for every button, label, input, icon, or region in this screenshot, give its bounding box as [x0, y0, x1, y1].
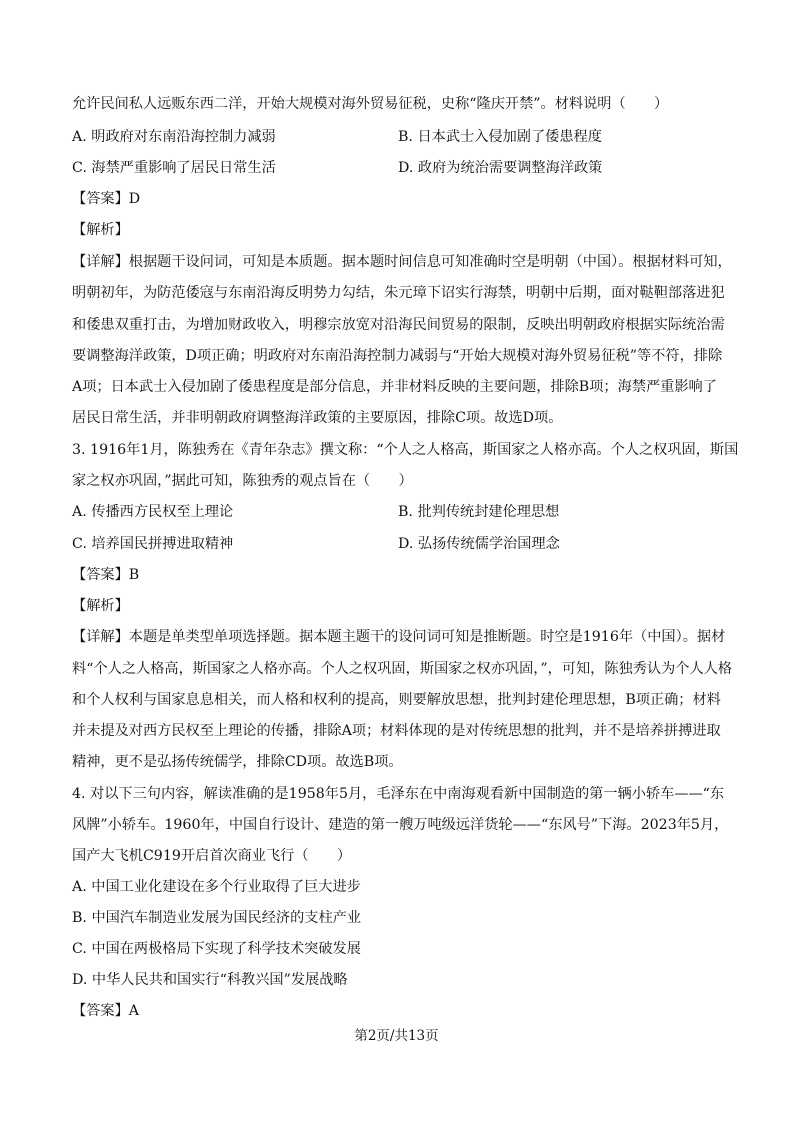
q3-options-row-1: [72, 502, 727, 522]
q3-option-a[interactable]: A. 传播西方民权至上理论: [72, 504, 234, 520]
q3-option-c[interactable]: C. 培养国民拼搏进取精神: [72, 536, 234, 552]
q2-detail-line: 要调整海洋政策，D项正确；明政府对东南沿海控制力减弱与“开始大规模对海外贸易征税”等不符，排除: [72, 348, 723, 364]
q2-answer: 【答案】D: [72, 191, 141, 207]
q3-options-row-2: [72, 534, 727, 554]
q4-option-d[interactable]: D. 中华人民共和国实行“科教兴国”发展战略: [72, 972, 348, 988]
q2-option-b[interactable]: B. 日本武士入侵加剧了倭患程度: [398, 129, 602, 145]
q4-stem-line: 4. 对以下三句内容，解读准确的是1958年5月，毛泽东在中南海观看新中国制造的第一辆小轿车——“东: [72, 786, 725, 802]
q4-answer: 【答案】A: [72, 1003, 139, 1019]
q3-stem-line: 家之权亦巩固，”据此可知，陈独秀的观点旨在（ ）: [72, 473, 413, 489]
q2-analysis-heading: 【解析】: [72, 222, 129, 238]
q2-options-row-1: [72, 127, 727, 147]
q2-detail-line: 明朝初年，为防范倭寇与东南沿海反明势力勾结，朱元璋下诏实行海禁，明朝中后期，面对鞑靼部落进犯: [72, 285, 725, 301]
q3-detail-line: 并未提及对西方民权至上理论的传播，排除A项；材料体现的是对传统思想的批判，并不是培养拼搏进取: [72, 723, 721, 739]
q4-option-b[interactable]: B. 中国汽车制造业发展为国民经济的支柱产业: [72, 910, 362, 926]
q2-option-c[interactable]: C. 海禁严重影响了居民日常生活: [72, 160, 276, 176]
q2-stem-tail: 允许民间私人远贩东西二洋，开始大规模对海外贸易征税，史称“隆庆开禁”。材料说明（ ）: [72, 96, 669, 112]
q3-answer: 【答案】B: [72, 567, 140, 583]
q4-stem-line: 风牌”小轿车。1960年，中国自行设计、建造的第一艘万吨级远洋货轮——“东风号”下海。2023年5月，: [72, 817, 729, 833]
q2-detail-line: 【详解】根据题干设问词，可知是本质题。据本题时间信息可知准确时空是明朝（中国）。根据材料可知，: [72, 254, 732, 270]
q3-detail-line: 精神，更不是弘扬传统儒学，排除CD项。故选B项。: [72, 754, 403, 770]
q3-analysis-heading: 【解析】: [72, 598, 129, 614]
q3-detail-line: 【详解】本题是单类型单项选择题。据本题主题干的设问词可知是推断题。时空是1916年（中国）。据材: [72, 629, 726, 645]
q2-option-a[interactable]: A. 明政府对东南沿海控制力减弱: [72, 129, 276, 145]
q2-option-d[interactable]: D. 政府为统治需要调整海洋政策: [398, 160, 603, 176]
q3-detail-line: 料“个人之人格高，斯国家之人格亦高。个人之权巩固，斯国家之权亦巩固，”，可知，陈独秀认为个人人格: [72, 661, 733, 677]
q3-detail-line: 和个人权利与国家息息相关，而人格和权利的提高，则要解放思想，批判封建伦理思想，B项正确；材料: [72, 692, 721, 708]
q2-detail-line: 居民日常生活，并非明朝政府调整海洋政策的主要原因，排除C项。故选D项。: [72, 410, 563, 426]
q4-option-c[interactable]: C. 中国在两极格局下实现了科学技术突破发展: [72, 941, 361, 957]
q2-detail-line: A项；日本武士入侵加剧了倭患程度是部分信息，并非材料反映的主要问题，排除B项；海禁严重影响了: [72, 379, 717, 395]
q2-detail-line: 和倭患双重打击，为增加财政收入，明穆宗放宽对沿海民间贸易的限制，反映出明朝政府根据实际统治需: [72, 317, 725, 333]
q3-stem-line: 3. 1916年1月，陈独秀在《青年杂志》撰文称：“个人之人格高，斯国家之人格亦高。个人之权巩固，斯国: [72, 442, 739, 458]
q3-option-d[interactable]: D. 弘扬传统儒学治国理念: [398, 536, 560, 552]
page-number: 第2页/共13页: [354, 1028, 439, 1044]
q2-options-row-2: [72, 158, 727, 178]
q4-stem-line: 国产大飞机C919开启首次商业飞行（ ）: [72, 848, 352, 864]
q3-option-b[interactable]: B. 批判传统封建伦理思想: [398, 504, 560, 520]
q4-option-a[interactable]: A. 中国工业化建设在多个行业取得了巨大进步: [72, 879, 361, 895]
